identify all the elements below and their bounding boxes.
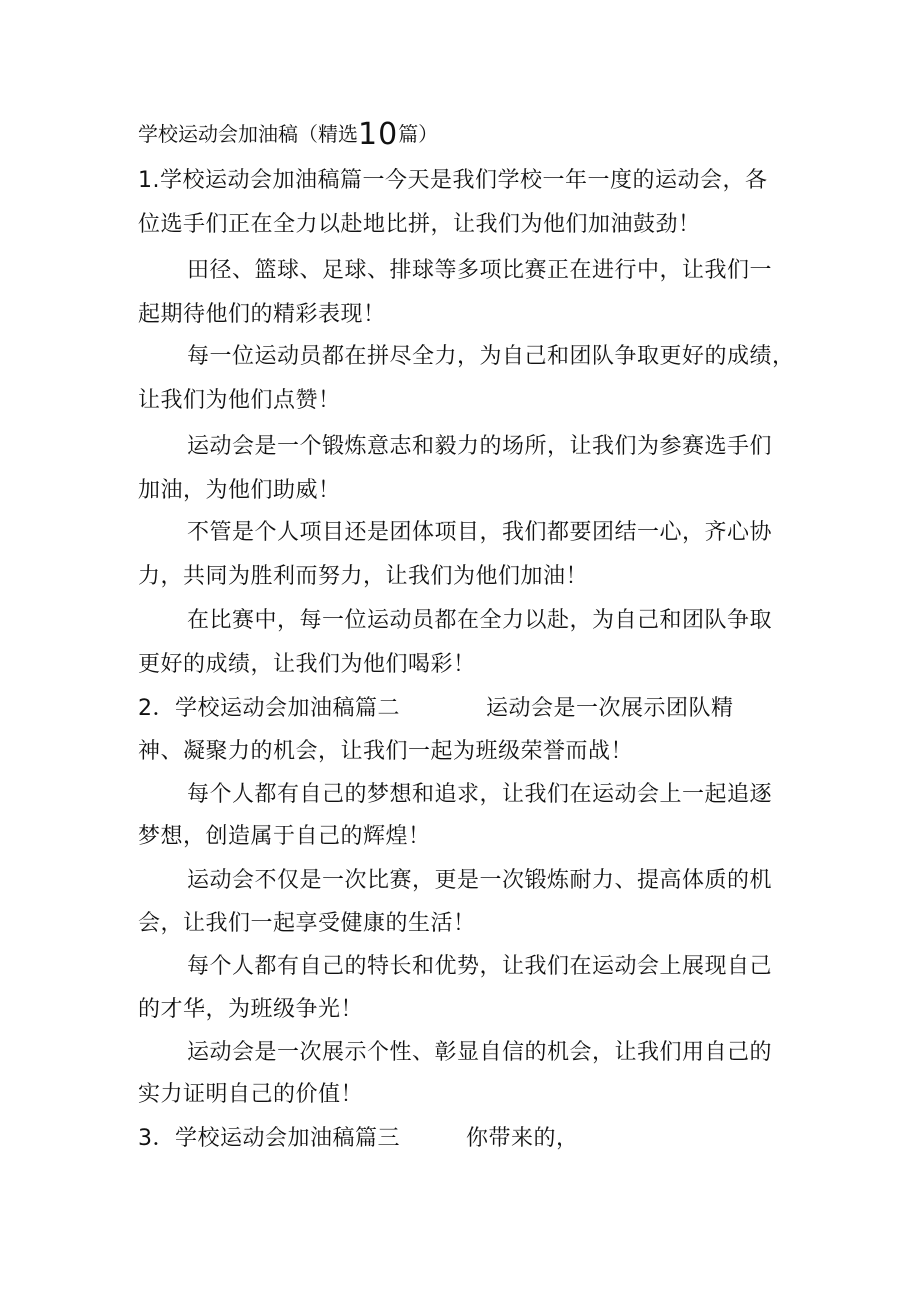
paragraph-line: 运动会是一个锻炼意志和毅力的场所，让我们为参赛选手们 [187,434,773,459]
section-heading: 3．学校运动会加油稿篇三 [138,1126,400,1151]
paragraph-line: 每个人都有自己的梦想和追求，让我们在运动会上一起追逐 [187,782,773,807]
paragraph-line: 每一位运动员都在拼尽全力，为自己和团队争取更好的成绩， [187,344,795,369]
document-title [138,119,438,150]
paragraph-line: 田径、篮球、足球、排球等多项比赛正在进行中，让我们一 [187,258,773,283]
paragraph-line: 运动会不仅是一次比赛，更是一次锻炼耐力、提高体质的机 [187,868,773,893]
paragraph-line: 梦想，创造属于自己的辉煌！ [138,824,431,849]
title-suffix: 篇） [398,122,439,146]
paragraph-line: 1.学校运动会加油稿篇一今天是我们学校一年一度的运动会，各 [138,168,768,193]
paragraph-line: 让我们为他们点赞！ [138,388,341,413]
paragraph-line: 运动会是一次展示个性、彰显自信的机会，让我们用自己的 [187,1040,773,1065]
paragraph-line: 不管是个人项目还是团体项目，我们都要团结一心，齐心协 [187,520,773,545]
paragraph-line: 位选手们正在全力以赴地比拼，让我们为他们加油鼓劲！ [138,212,701,237]
paragraph-line: 的才华，为班级争光！ [138,997,364,1022]
section-heading: 2．学校运动会加油稿篇二 [138,696,400,721]
paragraph-line: 实力证明自己的价值！ [138,1082,364,1107]
paragraph-line: 你带来的， [466,1126,579,1151]
title-number: 10 [358,117,399,152]
paragraph-line: 加油，为他们助威！ [138,478,341,503]
paragraph-line: 每个人都有自己的特长和优势，让我们在运动会上展现自己 [187,954,773,979]
paragraph-line: 会，让我们一起享受健康的生活！ [138,911,476,936]
paragraph-line: 神、凝聚力的机会，让我们一起为班级荣誉而战！ [138,739,634,764]
paragraph-line: 力，共同为胜利而努力，让我们为他们加油！ [138,564,589,589]
paragraph-line: 运动会是一次展示团队精 [486,696,734,721]
paragraph-line: 在比赛中，每一位运动员都在全力以赴，为自己和团队争取 [187,608,773,633]
paragraph-line: 更好的成绩，让我们为他们喝彩！ [138,652,476,677]
paragraph-line: 起期待他们的精彩表现！ [138,302,386,327]
title-prefix: 学校运动会加油稿（精选 [138,122,358,146]
